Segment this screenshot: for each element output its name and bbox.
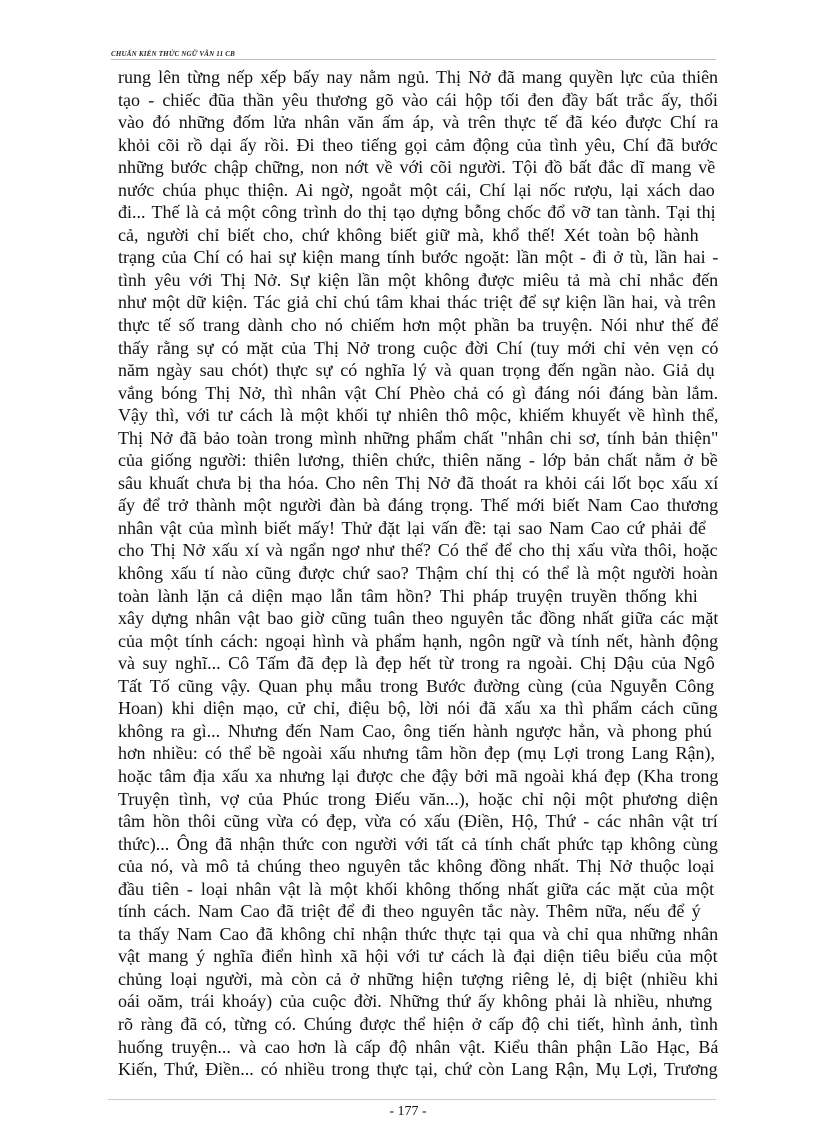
text-line: Vậy thì, với tư cách là một khối tự nhiên thô mộc, khiếm khuyết về hình thể, [118, 405, 718, 426]
text-line: những bước chập chững, non nớt về với cõi người. Tội đồ bất đắc dĩ mang về [118, 157, 716, 178]
body-text [118, 66, 718, 1081]
footer-rule [108, 1099, 716, 1100]
text-line: chủng loại người, mà còn cả ở những hiện tượng riêng lẻ, dị biệt (nhiều khi [118, 968, 718, 989]
page-number: - 177 - [389, 1104, 427, 1119]
text-line: Truyện tình, vợ của Phúc trong Điếu văn...), hoặc chỉ nội một phương diện [118, 788, 718, 809]
text-line: rung lên từng nếp xếp bấy nay nằm ngủ. Thị Nở đã mang quyền lực của thiên [118, 67, 718, 87]
text-line: không ra gì... Nhưng đến Nam Cao, ông tiến hành ngược hẳn, và phong phú [118, 720, 712, 741]
text-line: oái oăm, trái khoáy) của cuộc đời. Những thứ ấy không phải là nhiều, nhưng [118, 991, 713, 1012]
text-line: nước chúa phục thiện. Ai ngờ, ngoắt một cái, Chí lại nốc rượu, lại xách dao [118, 179, 715, 200]
text-line: nhân vật của mình biết mấy! Thử đặt lại vấn đề: tại sao Nam Cao cứ phải để [118, 517, 706, 538]
text-line: ấy để trở thành một người đàn bà đáng trọng. Thế mới biết Nam Cao thương [118, 495, 718, 516]
text-line: như một dữ kiện. Tác giả chỉ chú tâm khai thác triệt để sự kiện lần hai, và trên [118, 292, 716, 313]
text-line: vật mang ý nghĩa điển hình xã hội với tư cách là đại diện tiêu biểu của một [118, 946, 718, 967]
text-line: toàn lành lặn cả diện mạo lẫn tâm hồn? Thi pháp truyện truyền thống khi [118, 585, 698, 606]
text-line: vào đó những đốm lửa nhân văn ấm áp, và trên thực tế đã kéo được Chí ra [118, 112, 718, 133]
text-line: tâm hồn thôi cũng vừa có đẹp, vừa có xấu (Điền, Hộ, Thứ - các nhân vật trí [118, 811, 718, 832]
text-line: cả, người chỉ biết cho, chứ không biết giữ mà, khổ thế! Xét toàn bộ hành [118, 224, 699, 245]
text-line: thấy rằng sự có mặt của Thị Nở trong cuộc đời Chí (tuy mới chỉ vẻn vẹn có [118, 337, 718, 358]
text-line: Tất Tố cũng vậy. Quan phụ mẫu trong Bước đường cùng (của Nguyễn Công [118, 675, 715, 696]
text-line: xây dựng nhân vật bao giờ cũng tuân theo nguyên tắc đồng nhất giữa các mặt [118, 608, 718, 629]
text-line: cho Thị Nở xấu xí và ngẩn ngơ như thế? Có thể để cho thị xấu vừa thôi, hoặc [118, 540, 718, 561]
text-line: khỏi cõi rồ dại ấy rồi. Đi theo tiếng gọi cảm động của tình yêu, Chí đã bước [118, 134, 718, 155]
text-line: trạng của Chí có hai sự kiện mang tính bước ngoặt: lần một - đi ở tù, lần hai - [118, 247, 718, 268]
running-header: CHUẨN KIẾN THỨC NGỮ VĂN 11 CB [111, 50, 236, 58]
text-line: hơn nhiều: có thể bề ngoài xấu nhưng tâm hồn đẹp (mụ Lợi trong Lang Rận), [118, 743, 715, 764]
text-line: Hoan) khi diện mạo, cử chỉ, điệu bộ, lời nói đã xấu xa thì phẩm cách cũng [118, 698, 718, 719]
text-line: tính cách. Nam Cao đã triệt để đi theo nguyên tắc này. Thêm nữa, nếu để ý [118, 901, 701, 922]
text-line: đi... Thế là cả một công trình do thị tạo dựng bỗng chốc đổ vỡ tan tành. Tại thị [118, 202, 716, 223]
text-line: rõ ràng đã có, từng có. Chúng được thể hiện ở cấp độ chi tiết, hình ảnh, tình [118, 1013, 718, 1034]
text-line: vắng bóng Thị Nở, thì nhân vật Chí Phèo chả có gì đáng nói đáng bàn lắm. [118, 382, 718, 403]
text-line: của nó, và mô tả chúng theo nguyên tắc không đồng nhất. Thị Nở thuộc loại [118, 856, 715, 877]
text-line: của một tính cách: ngoại hình và phẩm hạnh, ngôn ngữ và tính nết, hành động [118, 630, 718, 651]
text-line: huống truyện... và cao hơn là cấp độ nhân vật. Kiểu thân phận Lão Hạc, Bá [118, 1036, 718, 1057]
header-rule [111, 59, 716, 60]
text-line: Kiến, Thứ, Điền... có nhiều trong thực tại, chứ còn Lang Rận, Mụ Lợi, Trương [118, 1059, 718, 1080]
text-line: tình yêu với Thị Nở. Sự kiện lần một không được miêu tả mà chỉ nhắc đến [118, 269, 718, 290]
text-line: của giống người: thiên lương, thiên chức, thiên năng - lớp bản chất nằm ở bề [118, 450, 718, 471]
text-line: sâu khuất chưa bị tha hóa. Cho nên Thị Nở đã thoát ra khỏi cái lốt bọc xấu xí [118, 472, 718, 493]
text-line: đầu tiên - loại nhân vật là một khối không thống nhất giữa các mặt của một [118, 878, 715, 899]
text-line: thức)... Ông đã nhận thức con người với tất cả tính chất phức tạp không cùng [118, 833, 718, 854]
text-line: thực tế số trang dành cho nó chiếm hơn một phần ba truyện. Nói như thế để [118, 315, 718, 336]
text-line: năm ngày sau chót) thực sự có nghĩa lý và quan trọng đến ngần nào. Giả dụ [118, 360, 715, 381]
text-line: Thị Nở đã bảo toàn trong mình những phẩm chất "nhân chi sơ, tính bản thiện" [118, 427, 718, 448]
text-line: ta thấy Nam Cao đã không chỉ nhận thức thực tại qua và chỉ qua những nhân [118, 923, 718, 944]
text-line: và suy nghĩ... Cô Tấm đã đẹp là đẹp hết từ trong ra ngoài. Chị Dậu của Ngô [118, 653, 715, 674]
text-line: hoặc tâm địa xấu xa nhưng lại được che đậy bởi mã ngoài khá đẹp (Kha trong [118, 765, 718, 786]
text-line: tạo - chiếc đũa thần yêu thương gõ vào cái hộp tối đen đầy bất trắc ấy, thổi [118, 89, 718, 110]
text-line: không xấu tí nào cũng được chứ sao? Thậm chí thị có thể là một người hoàn [118, 563, 718, 584]
